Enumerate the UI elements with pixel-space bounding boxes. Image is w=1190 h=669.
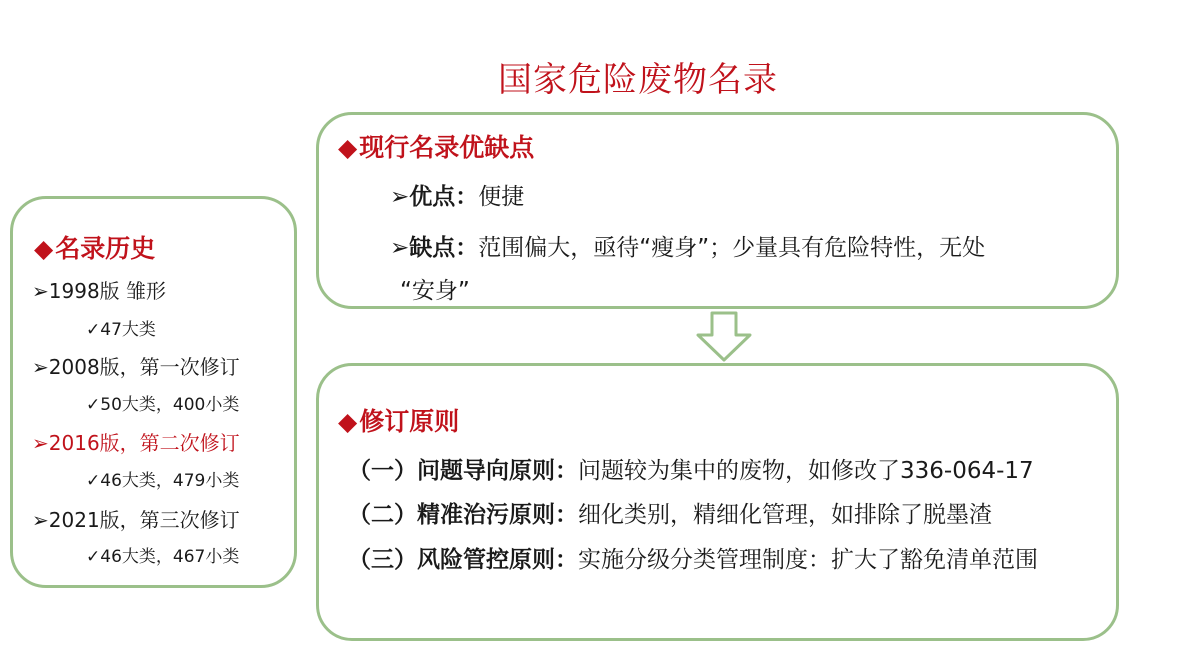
diamond-icon: ◆ [338, 407, 358, 436]
history-heading: ◆名录历史 [34, 234, 156, 263]
pros-line: ➢优点：便捷 [390, 184, 525, 210]
history-item-2016: ➢2016版，第二次修订 [32, 431, 240, 455]
rule-precise-pollution-control: （二）精准治污原则：细化类别，精细化管理，如排除了脱墨渣 [348, 502, 992, 528]
pros-cons-heading: ◆现行名录优缺点 [338, 133, 535, 162]
history-sub-1998: ✓47大类 [86, 320, 156, 340]
arrow-bullet-icon: ➢ [32, 279, 49, 303]
arrow-bullet-icon: ➢ [390, 184, 410, 210]
diamond-icon: ◆ [34, 234, 54, 263]
check-icon: ✓ [86, 471, 101, 491]
history-item-2021: ➢2021版，第三次修订 [32, 508, 240, 532]
revision-heading: ◆修订原则 [338, 407, 460, 436]
check-icon: ✓ [86, 395, 101, 415]
rule-risk-control: （三）风险管控原则：实施分级分类管理制度：扩大了豁免清单范围 [348, 547, 1038, 573]
history-item-2008: ➢2008版，第一次修订 [32, 355, 240, 379]
cons-line-2: “安身” [400, 278, 470, 304]
arrow-bullet-icon: ➢ [32, 431, 49, 455]
history-sub-2016: ✓46大类，479小类 [86, 471, 240, 491]
diamond-icon: ◆ [338, 133, 358, 162]
history-sub-2021: ✓46大类，467小类 [86, 547, 240, 567]
cons-line: ➢缺点：范围偏大，亟待“瘦身”；少量具有危险特性，无处 [390, 235, 986, 261]
arrow-bullet-icon: ➢ [390, 235, 410, 261]
check-icon: ✓ [86, 320, 101, 340]
page-title: 国家危险废物名录 [498, 60, 778, 100]
history-sub-2008: ✓50大类，400小类 [86, 395, 240, 415]
down-arrow-icon [695, 311, 753, 363]
arrow-bullet-icon: ➢ [32, 508, 49, 532]
rule-problem-oriented: （一）问题导向原则：问题较为集中的废物，如修改了336-064-17 [348, 458, 1034, 484]
check-icon: ✓ [86, 547, 101, 567]
arrow-bullet-icon: ➢ [32, 355, 49, 379]
history-item-1998: ➢1998版 雏形 [32, 279, 167, 303]
